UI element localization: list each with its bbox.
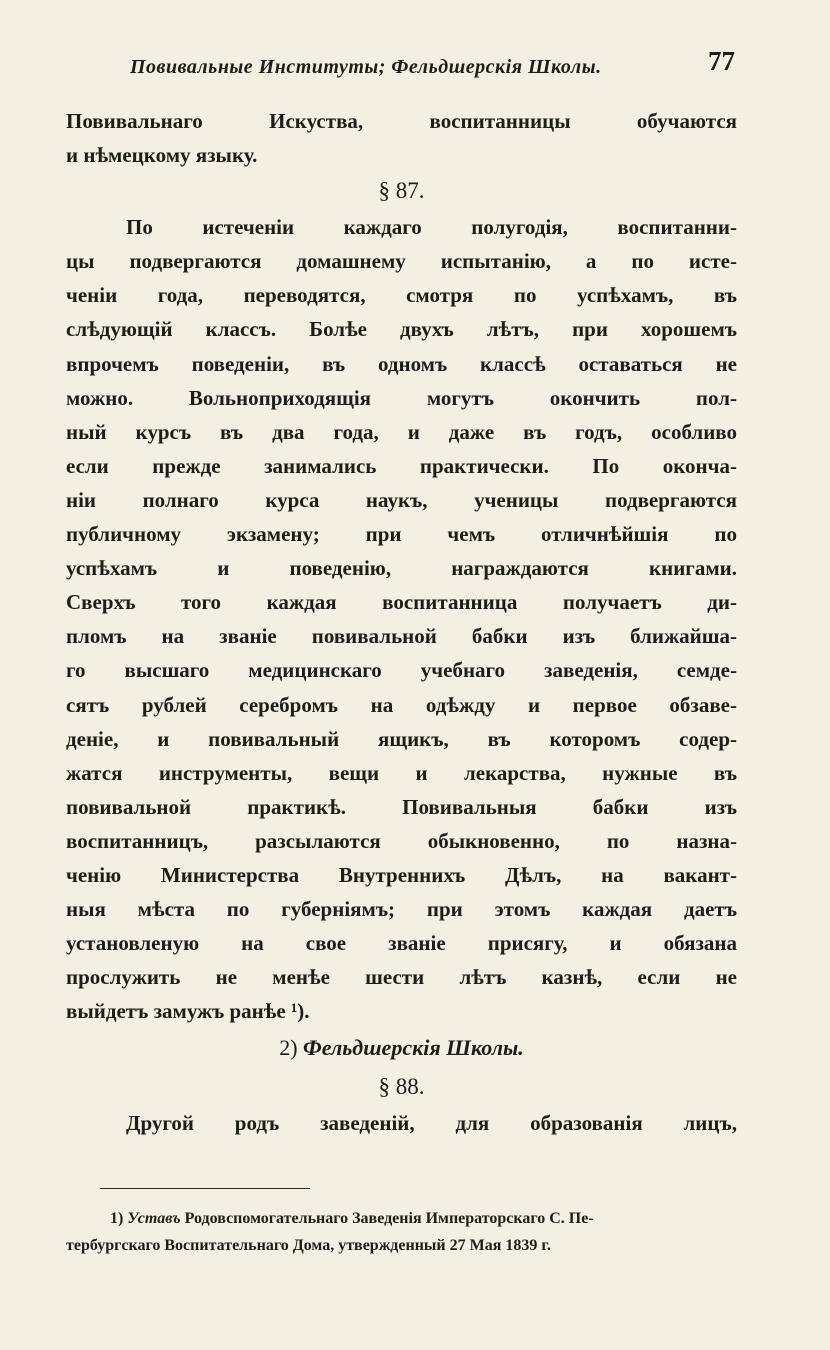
page-number: 77 [708,46,735,76]
text-line: ныя мѣста по губерніямъ; при этомъ каждая даетъ [66,897,737,922]
text-line: Повивальнаго Искуства, воспитанницы обучаются [66,109,737,133]
text-line: и нѣмецкому языку. [66,143,258,168]
subheading-title: Фельдшерскія Школы. [303,1035,524,1061]
main-text [66,104,737,1141]
text-line: ніи полнаго курса наукъ, ученицы подвергаются [66,487,737,512]
text-line: ченію Министерства Внутреннихъ Дѣлъ, на вакант- [66,862,737,887]
subheading-number: 2) [279,1035,298,1061]
text-line: впрочемъ поведеніи, въ одномъ классѣ оставаться не [66,351,737,376]
text-line: пломъ на званіе повивальной бабки изъ ближайша- [66,624,737,649]
subheading [66,1028,737,1068]
text-line: установленую на свое званіе присягу, и обязана [66,931,737,956]
text-line: повивальной практикѣ. Повивальныя бабки изъ [66,794,737,819]
text-line: го высшаго медицинскаго учебнаго заведенія, семде- [66,658,737,683]
text-line: сятъ рублей серебромъ на одѣжду и первое обзаве- [66,692,737,717]
footnote-marker: 1) [110,1210,124,1227]
text-line: если прежде занимались практически. По оконча- [66,453,737,478]
section-heading-88: § 88. [378,1074,425,1100]
text-line: жатся инструменты, вещи и лекарства, нужные въ [66,760,737,785]
section-heading-87: § 87. [378,178,425,204]
page-header [130,46,735,86]
footnote-divider [100,1188,310,1189]
footnote-italic: Уставъ [127,1210,181,1227]
footnote-line: тербургскаго Воспитательнаго Дома, утвержденный 27 Мая 1839 г. [66,1237,551,1254]
text-line: публичному экзамену; при чемъ отличнѣйшія по [66,522,737,547]
text-line: ный курсъ въ два года, и даже въ годъ, особливо [66,419,737,444]
paragraph-87 [66,210,737,1028]
text-line: слѣдующій классъ. Болѣе двухъ лѣтъ, при хорошемъ [66,317,737,342]
footnotes [66,1205,737,1259]
text-line: По истеченіи каждаго полугодія, воспитанни- [126,215,737,240]
footnote-text: Родовспомогательнаго Заведенія Императорскаго С. Пе- [184,1210,594,1227]
text-line: Сверхъ того каждая воспитанница получаетъ ди- [66,590,737,615]
text-line: воспитанницъ, разсылаются обыкновенно, по назна- [66,828,737,853]
text-line: деніе, и повивальный ящикъ, въ которомъ содер- [66,726,737,751]
text-line: Другой родъ заведеній, для образованія лицъ, [126,1111,737,1136]
text-line: прослужить не менѣе шести лѣтъ казнѣ, если не [66,965,737,990]
text-line: успѣхамъ и поведенію, награждаются книгами. [66,556,737,581]
text-line: можно. Вольноприходящія могутъ окончить пол- [66,385,737,410]
text-line: ченіи года, переводятся, смотря по успѣхамъ, въ [66,283,737,308]
running-head: Повивальные Институты; Фельдшерскія Школы. [130,56,602,78]
footnote-line [66,1205,737,1232]
text-line: цы подвергаются домашнему испытанію, а по исте- [66,249,737,274]
text-line: выйдетъ замужъ ранѣе ¹). [66,999,310,1024]
